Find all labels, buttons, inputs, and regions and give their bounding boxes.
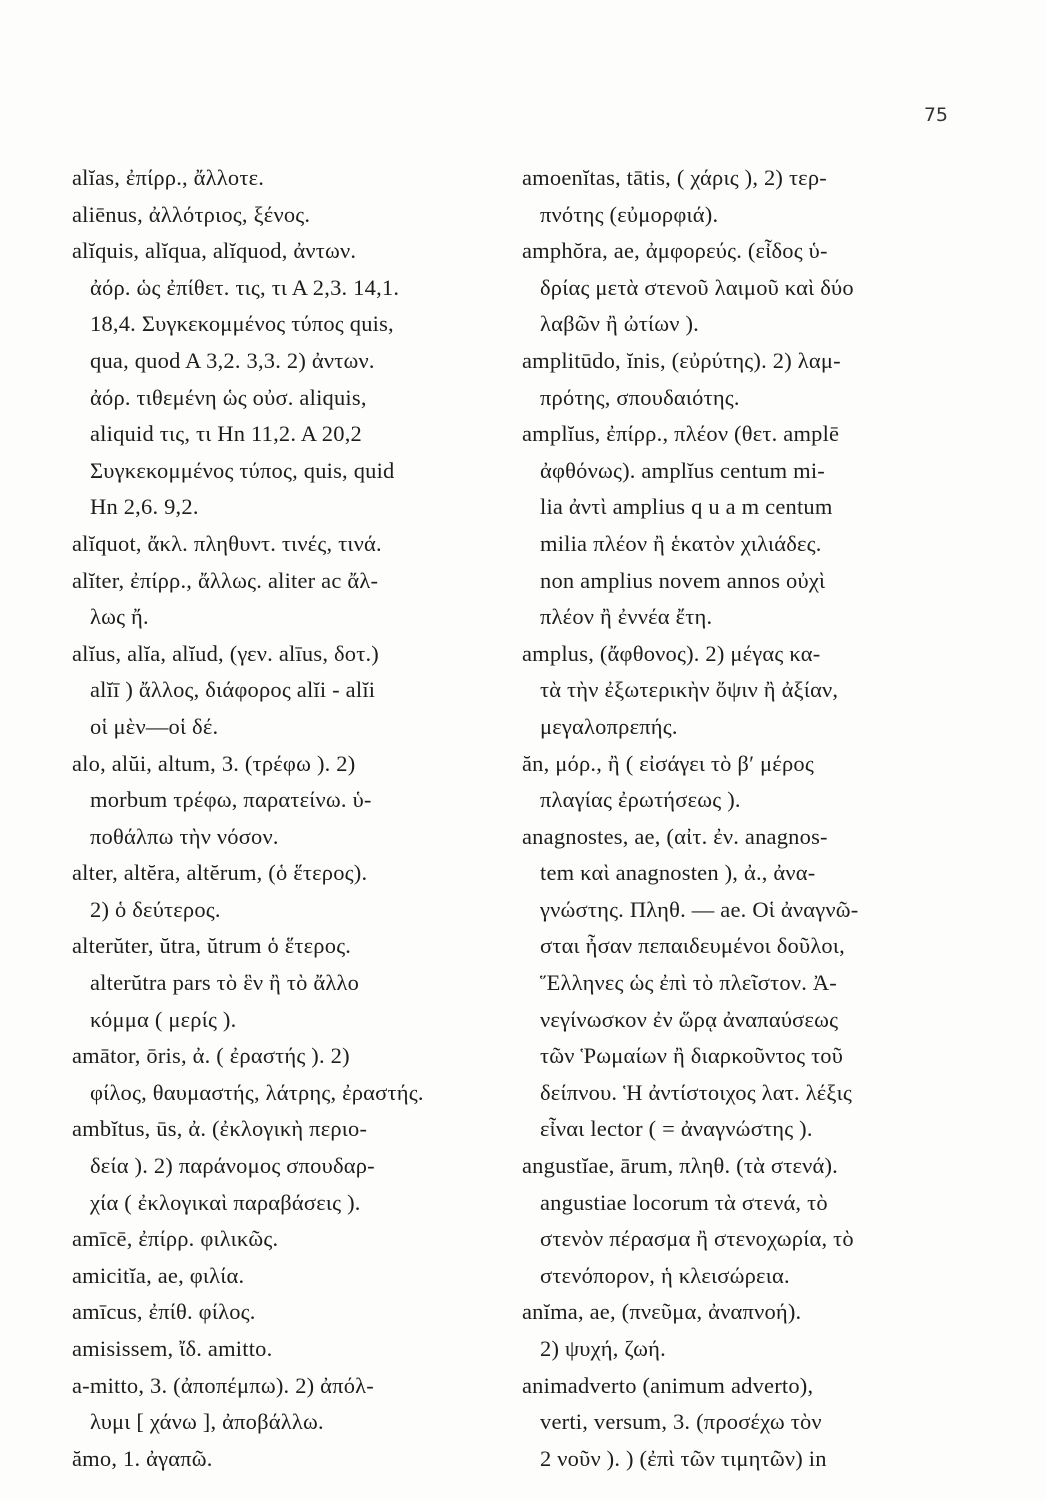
dictionary-line: κόμμα ( μερίς ). bbox=[90, 1006, 237, 1032]
dictionary-line: alterŭtra pars τὸ ἓν ἢ τὸ ἄλλο bbox=[90, 970, 360, 996]
dictionary-line: πρότης, σπουδαιότης. bbox=[540, 384, 740, 410]
dictionary-line: ἀόρ. ὡς ἐπίθετ. τις, τι Α 2,3. 14,1. bbox=[90, 274, 400, 300]
dictionary-line: animadverto (animum adverto), bbox=[522, 1372, 814, 1398]
dictionary-line: amoenĭtas, tātis, ( χάρις ), 2) τερ- bbox=[522, 165, 827, 190]
dictionary-line: qua, quod A 3,2. 3,3. 2) ἀντων. bbox=[90, 347, 375, 373]
dictionary-line: λαβῶν ἢ ὠτίων ). bbox=[540, 311, 699, 337]
dictionary-line: alĭus, alĭa, alĭud, (γεν. alīus, δοτ.) bbox=[72, 640, 379, 666]
dictionary-line: μεγαλοπρεπής. bbox=[540, 713, 678, 739]
dictionary-line: ămo, 1. ἀγαπῶ. bbox=[72, 1445, 213, 1471]
dictionary-line: πνότης (εὐμορφιά). bbox=[540, 201, 719, 227]
dictionary-line: alĭī ) ἄλλος, διάφορος alĭi - alĭi bbox=[90, 677, 376, 703]
dictionary-line: 2) ὁ δεύτερος. bbox=[90, 896, 221, 922]
dictionary-line: lia ἀντὶ amplius q u a m centum bbox=[540, 494, 833, 520]
dictionary-line: φίλος, θαυμαστής, λάτρης, ἐραστής. bbox=[90, 1079, 424, 1105]
dictionary-line: ambĭtus, ūs, ἀ. (ἐκλογικὴ περιο- bbox=[72, 1116, 368, 1142]
dictionary-line: angustiae locorum τὰ στενά, τὸ bbox=[540, 1189, 828, 1215]
dictionary-line: νεγίνωσκον ἐν ὥρᾳ ἀναπαύσεως bbox=[540, 1006, 839, 1032]
dictionary-line: amīcē, ἐπίρρ. φιλικῶς. bbox=[72, 1226, 279, 1252]
dictionary-line: alter, altĕra, altĕrum, (ὁ ἕτερος). bbox=[72, 860, 368, 886]
dictionary-line: λως ἤ. bbox=[90, 604, 149, 630]
dictionary-line: amīcus, ἐπίθ. φίλος. bbox=[72, 1299, 256, 1325]
right-column bbox=[522, 160, 982, 1477]
dictionary-line: tem καὶ anagnosten ), ἀ., ἀνα- bbox=[540, 860, 816, 886]
dictionary-line: δρίας μετὰ στενοῦ λαιμοῦ καὶ δύο bbox=[540, 274, 854, 300]
dictionary-line: στενόπορον, ἡ κλεισώρεια. bbox=[540, 1262, 790, 1288]
dictionary-line: ἀόρ. τιθεμένη ὡς οὐσ. aliquis, bbox=[90, 384, 367, 410]
dictionary-line: morbum τρέφω, παρατείνω. ὑ- bbox=[90, 787, 372, 813]
dictionary-line: δεία ). 2) παράνομος σπουδαρ- bbox=[90, 1153, 375, 1179]
dictionary-line: alĭquis, alĭqua, alĭquod, ἀντων. bbox=[72, 238, 357, 264]
dictionary-line: alterŭter, ŭtra, ŭtrum ὁ ἕτερος. bbox=[72, 933, 352, 959]
dictionary-line: alĭter, ἐπίρρ., ἄλλως. aliter ac ἄλ- bbox=[72, 567, 379, 593]
dictionary-line: οἱ μὲν—οἱ δέ. bbox=[90, 713, 219, 739]
dictionary-line: aliquid τις, τι Hn 11,2. A 20,2 bbox=[90, 421, 362, 447]
dictionary-line: amphŏra, ae, ἀμφορεύς. (εἶδος ὑ- bbox=[522, 238, 828, 264]
dictionary-line: alĭas, ἐπίρρ., ἄλλοτε. bbox=[72, 165, 265, 190]
dictionary-line: verti, versum, 3. (προσέχω τὸν bbox=[540, 1409, 822, 1435]
page-number: 75 bbox=[923, 104, 948, 126]
dictionary-line: non amplius novem annos οὐχὶ bbox=[540, 567, 826, 593]
dictionary-line: 2 νοῦν ). ) (ἐπὶ τῶν τιμητῶν) in bbox=[540, 1445, 827, 1471]
dictionary-line: amātor, ōris, ἀ. ( ἐραστής ). 2) bbox=[72, 1043, 350, 1069]
dictionary-line: amicitĭa, ae, φιλία. bbox=[72, 1262, 245, 1288]
dictionary-line: στενὸν πέρασμα ἢ στενοχωρία, τὸ bbox=[540, 1226, 854, 1252]
dictionary-line: ἀφθόνως). amplĭus centum mi- bbox=[540, 457, 826, 483]
dictionary-line: alĭquot, ἄκλ. πληθυντ. τινές, τινά. bbox=[72, 530, 382, 556]
dictionary-line: anĭma, ae, (πνεῦμα, ἀναπνοή). bbox=[522, 1299, 802, 1325]
dictionary-line: πλαγίας ἐρωτήσεως ). bbox=[540, 787, 741, 813]
dictionary-line: πλέον ἢ ἐννέα ἔτη. bbox=[540, 604, 713, 630]
dictionary-line: 2) ψυχή, ζωή. bbox=[540, 1336, 666, 1361]
dictionary-line: amplitūdo, ĭnis, (εὐρύτης). 2) λαμ- bbox=[522, 347, 841, 373]
dictionary-line: amisissem, ἴδ. amitto. bbox=[72, 1336, 273, 1361]
dictionary-line: Συγκεκομμένος τύπος, quis, quid bbox=[90, 457, 395, 483]
dictionary-line: λυμι [ χάνω ], ἀποβάλλω. bbox=[90, 1409, 324, 1435]
dictionary-line: anagnostes, ae, (αἰτ. ἐν. anagnos- bbox=[522, 823, 828, 849]
dictionary-line: τὰ τὴν ἐξωτερικὴν ὄψιν ἢ ἀξίαν, bbox=[540, 677, 839, 703]
dictionary-line: εἶναι lector ( = ἀναγνώστης ). bbox=[540, 1116, 813, 1142]
dictionary-line: a-mitto, 3. (ἀποπέμπω). 2) ἀπόλ- bbox=[72, 1372, 374, 1398]
dictionary-line: χία ( ἐκλογικαὶ παραβάσεις ). bbox=[90, 1189, 361, 1215]
dictionary-line: γνώστης. Πληθ. — ae. Οἱ ἀναγνῶ- bbox=[540, 896, 859, 922]
dictionary-line: amplus, (ἄφθονος). 2) μέγας κα- bbox=[522, 640, 821, 666]
dictionary-line: angustĭae, ārum, πληθ. (τὰ στενά). bbox=[522, 1153, 839, 1179]
dictionary-line: alo, alŭi, altum, 3. (τρέφω ). 2) bbox=[72, 750, 356, 776]
dictionary-line: aliēnus, ἀλλότριος, ξένος. bbox=[72, 201, 311, 227]
dictionary-line: amplĭus, ἐπίρρ., πλέον (θετ. amplē bbox=[522, 421, 840, 447]
dictionary-line: Ἕλληνες ὡς ἐπὶ τὸ πλεῖστον. Ἀ- bbox=[540, 970, 837, 996]
dictionary-line: 18,4. Συγκεκομμένος τύπος quis, bbox=[90, 311, 394, 337]
dictionary-line: milia πλέον ἢ ἑκατὸν χιλιάδες. bbox=[540, 530, 822, 556]
left-column bbox=[72, 160, 512, 1477]
dictionary-line: δείπνου. Ἡ ἀντίστοιχος λατ. λέξις bbox=[540, 1079, 852, 1105]
dictionary-line: ποθάλπω τὴν νόσον. bbox=[90, 823, 279, 849]
dictionary-line: σται ἦσαν πεπαιδευμένοι δοῦλοι, bbox=[540, 933, 845, 959]
dictionary-line: ăn, μόρ., ἢ ( εἰσάγει τὸ β′ μέρος bbox=[522, 750, 814, 776]
dictionary-line: τῶν Ῥωμαίων ἢ διαρκοῦντος τοῦ bbox=[540, 1043, 844, 1069]
dictionary-line: Hn 2,6. 9,2. bbox=[90, 494, 199, 520]
